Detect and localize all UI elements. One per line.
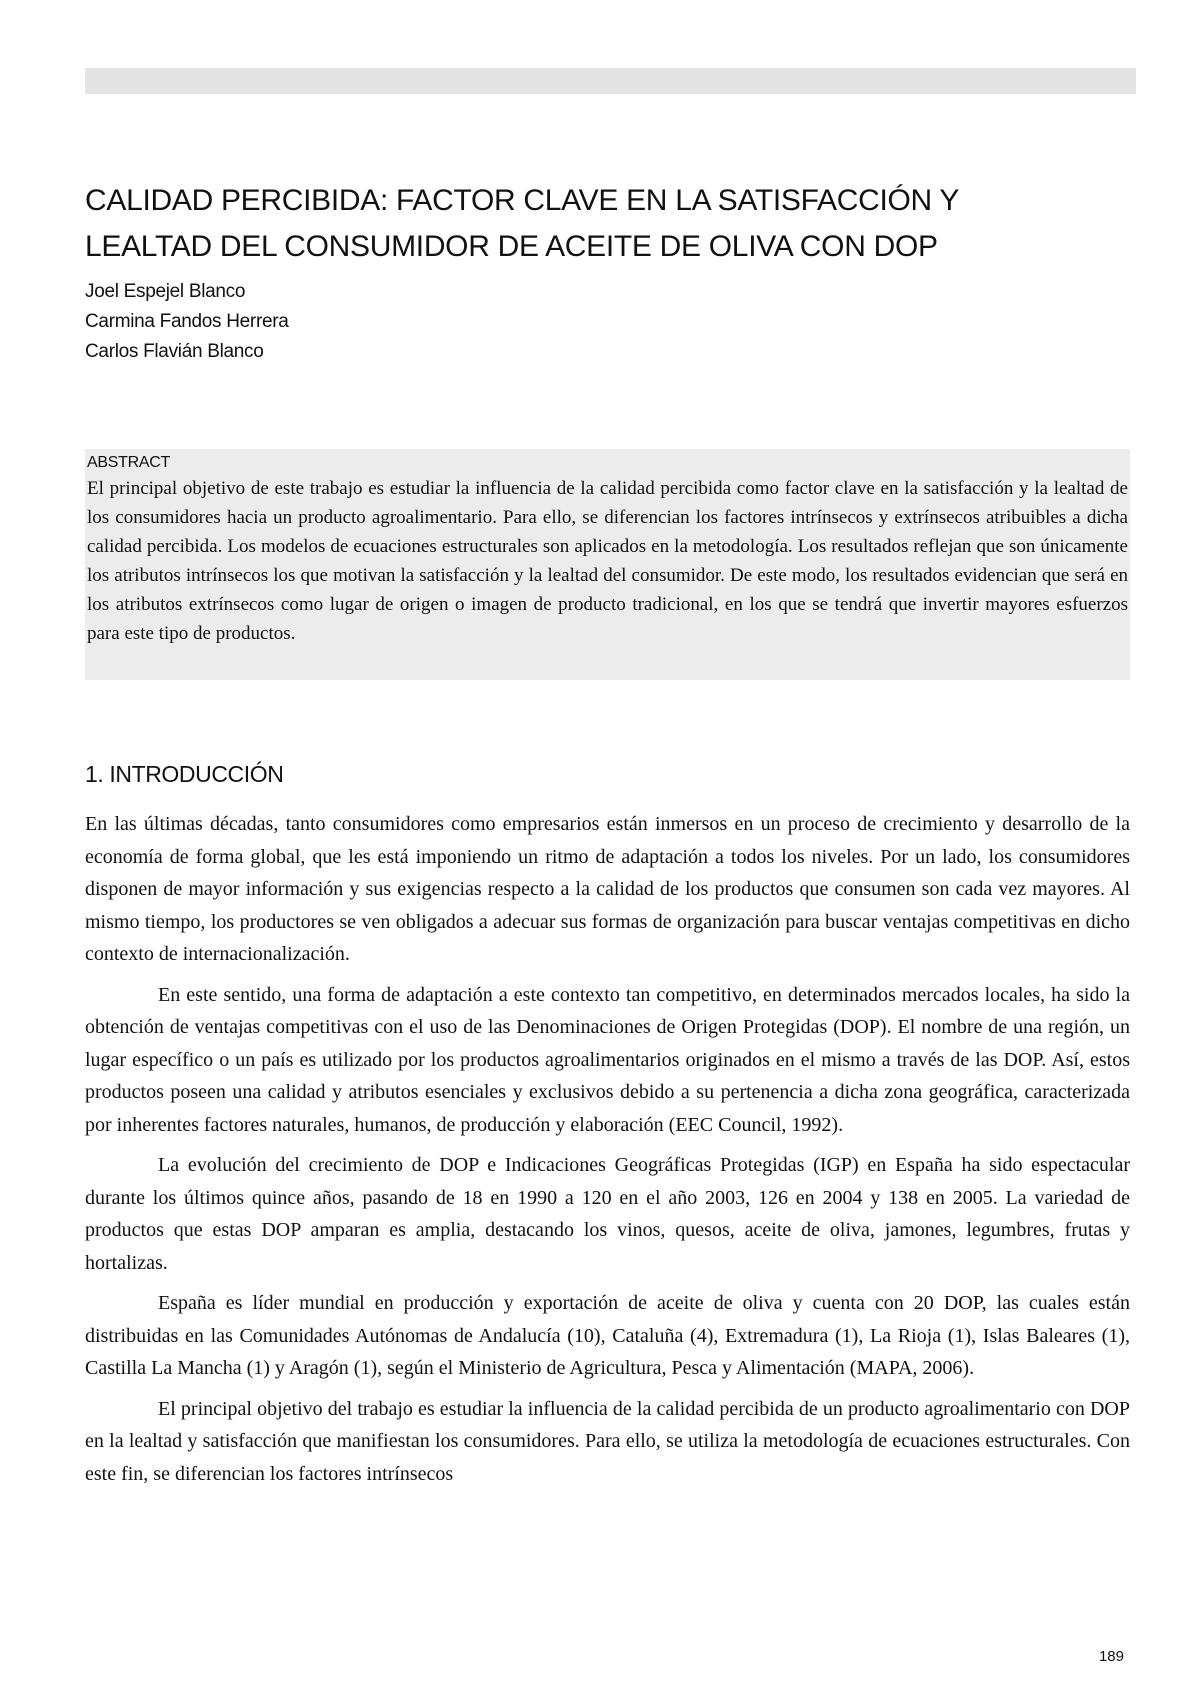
author-name: Carlos Flavián Blanco [85, 341, 264, 362]
title-line-1: CALIDAD PERCIBIDA: FACTOR CLAVE EN LA SATISFACCIÓN Y [85, 184, 960, 217]
abstract-box [85, 449, 1130, 680]
title-line-2: LEALTAD DEL CONSUMIDOR DE ACEITE DE OLIVA CON DOP [85, 230, 938, 263]
body-text [85, 808, 1130, 1498]
section-heading: 1. INTRODUCCIÓN [85, 761, 284, 787]
body-paragraph: El principal objetivo del trabajo es estudiar la influencia de la calidad percibida de un producto agroalimentario con DOP en la lealtad y satisfacción que manifiestan los consumidores. Para ello, se utiliza la metodología de ecuaciones estructurales. Con este fin, se diferencian los factores intrínsecos [85, 1397, 1130, 1485]
body-paragraph: La evolución del crecimiento de DOP e Indicaciones Geográficas Protegidas (IGP) en España ha sido espectacular durante los últimos quince años, pasando de 18 en 1990 a 120 en el año 2003, 126 en 2004 y 138 en 2005. La variedad de productos que estas DOP amparan es amplia, destacando los vinos, quesos, aceite de oliva, jamones, legumbres, frutas y hortalizas. [85, 1154, 1130, 1274]
author-list [85, 277, 289, 367]
page-number: 189 [1098, 1648, 1124, 1665]
body-paragraph: España es líder mundial en producción y exportación de aceite de oliva y cuenta con 20 DOP, las cuales están distribuidas en las Comunidades Autónomas de Andalucía (10), Cataluña (4), Extremadura (1), La Rioja (1), Islas Baleares (1), Castilla La Mancha (1) y Aragón (1), según el Ministerio de Agricultura, Pesca y Alimentación (MAPA, 2006). [85, 1292, 1130, 1379]
body-paragraph: En las últimas décadas, tanto consumidores como empresarios están inmersos en un proceso de crecimiento y desarrollo de la economía de forma global, que les está imponiendo un ritmo de adaptación a todos los niveles. Por un lado, los consumidores disponen de mayor información y sus exigencias respecto a la calidad de los productos que consumen son cada vez mayores. Al mismo tiempo, los productores se ven obligados a adecuar sus formas de organización para buscar ventajas competitivas en dicho contexto de internacionalización. [85, 813, 1130, 965]
abstract-text: El principal objetivo de este trabajo es estudiar la influencia de la calidad percibida como factor clave en la satisfacción y la lealtad de los consumidores hacia un producto agroalimentario. Para ello, se diferencian los factores intrínsecos y extrínsecos atribuibles a dicha calidad percibida. Los modelos de ecuaciones estructurales son aplicados en la metodología. Los resultados reflejan que son únicamente los atributos intrínsecos los que motivan la satisfacción y la lealtad del consumidor. De este modo, los resultados evidencian que será en los atributos extrínsecos como lugar de origen o imagen de producto tradicional, en los que se tendrá que invertir mayores esfuerzos para este tipo de productos. [87, 478, 1128, 644]
author-name: Carmina Fandos Herrera [85, 311, 289, 332]
body-paragraph: En este sentido, una forma de adaptación a este contexto tan competitivo, en determinados mercados locales, ha sido la obtención de ventajas competitivas con el uso de las Denominaciones de Origen Protegidas (DOP). El nombre de una región, un lugar específico o un país es utilizado por los productos agroalimentarios originados en el mismo a través de las DOP. Así, estos productos poseen una calidad y atributos esenciales y exclusivos debido a su pertenencia a dicha zona geográfica, caracterizada por inherentes factores naturales, humanos, de producción y elaboración (EEC Council, 1992). [85, 983, 1130, 1136]
header-bar [85, 68, 1136, 94]
abstract-heading: ABSTRACT [87, 454, 170, 471]
paper-title [85, 178, 1145, 270]
author-name: Joel Espejel Blanco [85, 281, 246, 302]
